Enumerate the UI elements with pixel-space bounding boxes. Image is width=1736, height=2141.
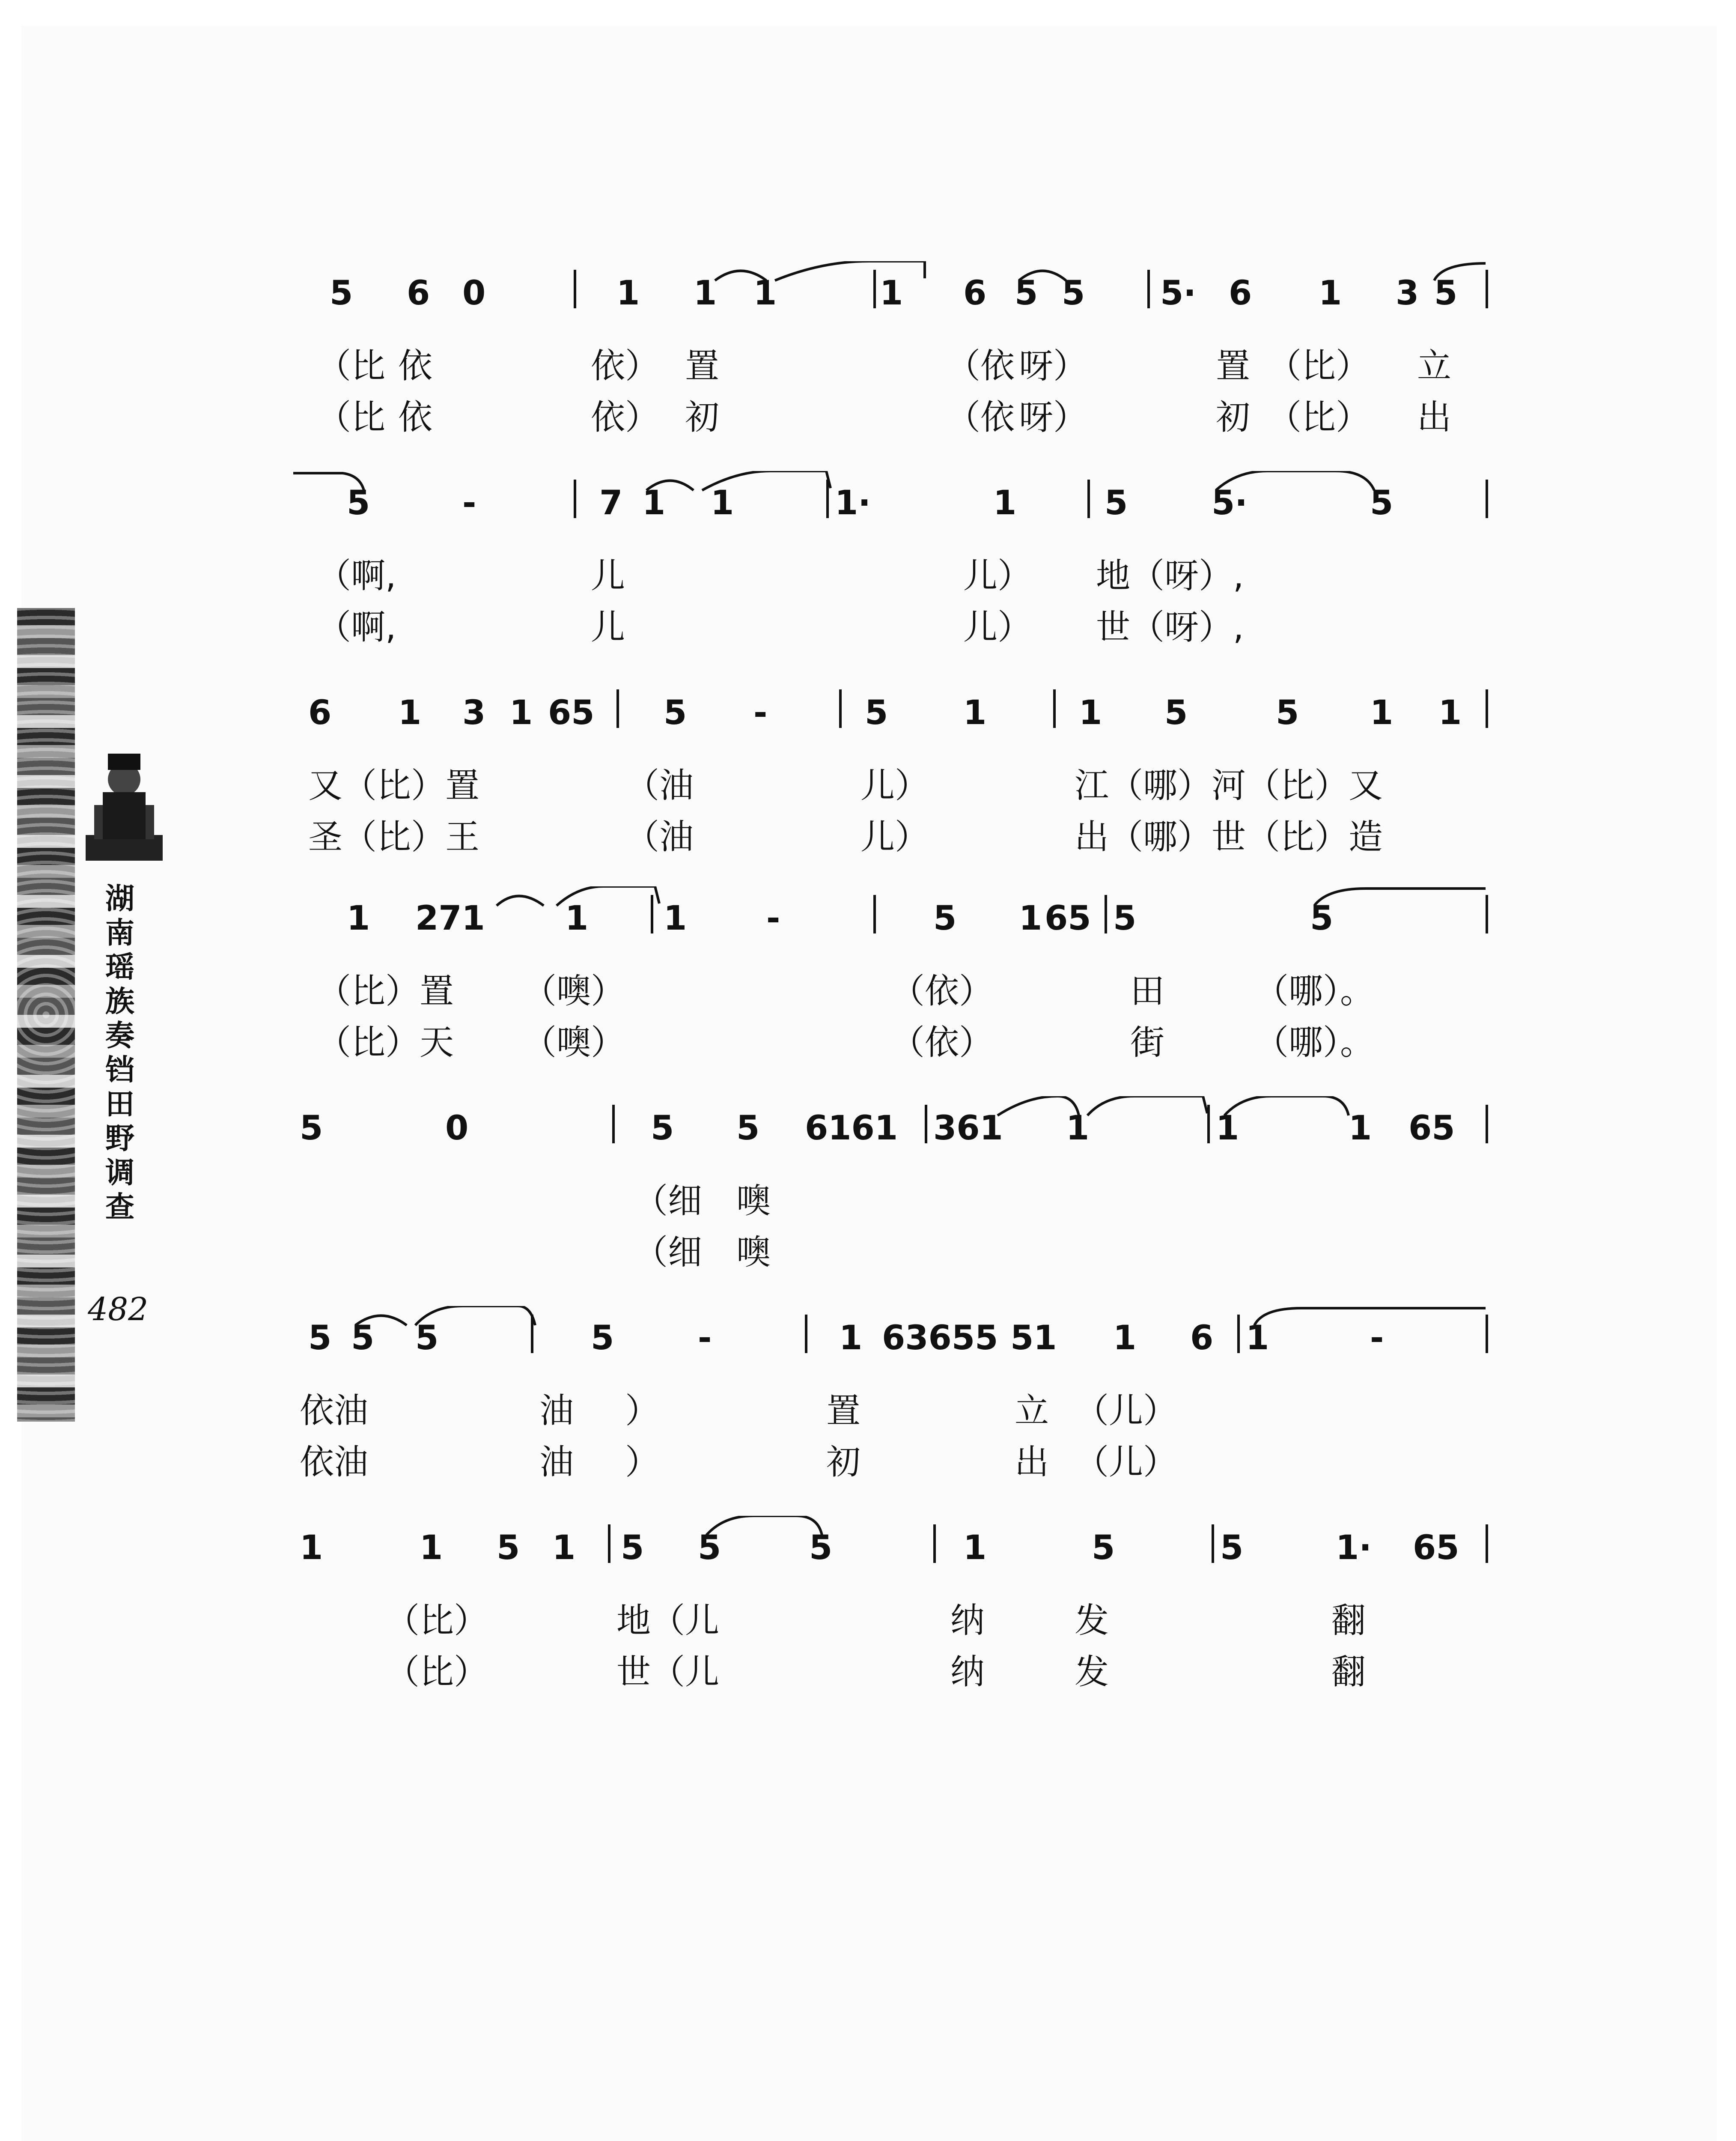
note: 1 (552, 1529, 576, 1567)
lyric: （噢） (522, 1023, 625, 1062)
note: 1· (1336, 1529, 1372, 1567)
note: 65 (1413, 1529, 1459, 1567)
lyric: （儿） (1075, 1391, 1177, 1431)
lyric: （细 (634, 1232, 702, 1272)
note: 1 (509, 694, 533, 732)
bar-line (1087, 480, 1090, 518)
lyric: （比） (1267, 397, 1370, 437)
lyric: 儿） (861, 817, 929, 857)
lyric: （依） (890, 971, 993, 1011)
lyric: 世（儿 (616, 1652, 719, 1692)
lyric: （哪）。 (1254, 971, 1374, 1011)
slur (642, 471, 839, 492)
note: 5· (1160, 274, 1196, 313)
note: - (1370, 1319, 1384, 1357)
note: 1 (1370, 694, 1394, 732)
lyric-line-2 (291, 809, 1490, 856)
note: 5 (1310, 899, 1334, 938)
lyric: 噢 (736, 1232, 771, 1272)
note: 5 (651, 1109, 674, 1148)
note: 1 (753, 274, 777, 313)
note: 5 (865, 694, 888, 732)
lyric-line-1 (291, 1383, 1490, 1430)
bar-line (1237, 1315, 1240, 1353)
bar-line (1486, 689, 1488, 728)
lyric: 置 (685, 346, 719, 386)
lyric: 儿） (963, 607, 1032, 647)
lyric: 田 (1130, 971, 1164, 1011)
bar-line (1212, 1524, 1214, 1563)
note: 1 (1019, 899, 1042, 938)
note: 5 (664, 694, 687, 732)
lyric-line-2 (291, 390, 1490, 437)
lyric: （比）天 (317, 1023, 454, 1062)
lyric: （油 (625, 817, 694, 857)
note: 5 (330, 274, 353, 313)
lyric: 初 (826, 1442, 861, 1482)
note: - (753, 694, 768, 732)
note: 1 (711, 484, 734, 522)
lyric: （哪）。 (1254, 1023, 1374, 1062)
note: 1 (694, 274, 717, 313)
note: 1 (1246, 1319, 1269, 1357)
lyric: 出 (1417, 397, 1451, 437)
slur (1212, 471, 1383, 492)
slur (351, 1306, 599, 1327)
lyric: （儿） (1075, 1442, 1177, 1482)
bar-line (608, 1524, 610, 1563)
note: 6 (963, 274, 987, 313)
note: 1 (1216, 1109, 1239, 1148)
lyric: （油 (625, 766, 694, 805)
lyric: 儿） (861, 766, 929, 805)
note: 0 (445, 1109, 469, 1148)
note: 6161 (805, 1109, 898, 1148)
slur (1250, 1306, 1490, 1327)
note: 5 (497, 1529, 520, 1567)
lyric: ） (625, 1391, 659, 1431)
lyric: （依 (946, 346, 1015, 386)
note: 1 (420, 1529, 443, 1567)
lyric: 依 (398, 397, 432, 437)
note: 1 (347, 899, 370, 938)
bar-line (574, 270, 576, 308)
note: 5 (621, 1529, 644, 1567)
note: 1 (839, 1319, 863, 1357)
note: 1 (1079, 694, 1102, 732)
lyric: 出 (1015, 1442, 1049, 1482)
lyric: （比） (1267, 346, 1370, 386)
lyric: （啊, (317, 556, 396, 596)
lyric: （细 (634, 1181, 702, 1221)
note: 5 (1276, 694, 1299, 732)
notes-row (291, 1520, 1490, 1580)
lyric-line-1 (291, 1593, 1490, 1640)
note: - (698, 1319, 712, 1357)
note: 5· (1212, 484, 1248, 522)
lyric: 出（哪）世（比）造 (1075, 817, 1383, 857)
lyric: 置 (826, 1391, 861, 1431)
lyric: （依 (946, 397, 1015, 437)
lyric: 翻 (1331, 1601, 1366, 1640)
bar-line (873, 895, 876, 933)
lyric: （依） (890, 1023, 993, 1062)
note: 1 (1319, 274, 1342, 313)
lyric: 圣（比）王 (308, 817, 479, 857)
note: 5 (347, 484, 370, 522)
note: 1 (1066, 1109, 1090, 1148)
note: 1 (616, 274, 640, 313)
lyric: （啊, (317, 607, 396, 647)
lyric: 立 (1015, 1391, 1049, 1431)
note: 1 (880, 274, 903, 313)
lyric: 依） (591, 346, 659, 386)
note: 1 (993, 484, 1017, 522)
seated-figure-illustration (77, 741, 171, 865)
note: 1 (398, 694, 422, 732)
lyric: 油 (539, 1391, 574, 1431)
note: - (766, 899, 780, 938)
note: 5 (308, 1319, 332, 1357)
lyric: 翻 (1331, 1652, 1366, 1692)
note: 5 (1062, 274, 1085, 313)
note: 51 (1010, 1319, 1057, 1357)
note: 5 (1113, 899, 1137, 938)
lyric: 置 (1216, 346, 1250, 386)
lyric: 江（哪）河（比）又 (1075, 766, 1383, 805)
note: 7 (599, 484, 623, 522)
note: 5 (300, 1109, 323, 1148)
lyric-line-1 (291, 963, 1490, 1011)
lyric: （比） (385, 1652, 488, 1692)
page-number: 482 (88, 1291, 149, 1328)
bar-line (839, 689, 842, 728)
lyric-line-1 (291, 338, 1490, 385)
note: 5 (1092, 1529, 1115, 1567)
note: 3 (1396, 274, 1419, 313)
lyric: 油 (539, 1442, 574, 1482)
lyric: 发 (1075, 1652, 1109, 1692)
note: 1· (835, 484, 871, 522)
slur (1310, 886, 1490, 908)
lyric: 噢 (736, 1181, 771, 1221)
slur (1015, 261, 1075, 283)
note: 5 (1370, 484, 1394, 522)
note: 65 (1045, 899, 1091, 938)
bar-line (1486, 1524, 1488, 1563)
lyric: 依油 (300, 1442, 368, 1482)
lyric-line-1 (291, 758, 1490, 805)
note: 271 (415, 899, 485, 938)
lyric: 儿 (591, 556, 625, 596)
lyric: （比 (317, 397, 385, 437)
note: 1 (664, 899, 687, 938)
note: 65 (1408, 1109, 1455, 1148)
lyric: （比）置 (317, 971, 454, 1011)
note: 5 (698, 1529, 721, 1567)
lyric: 依油 (300, 1391, 368, 1431)
lyric: 呀） (1019, 346, 1087, 386)
note: 6 (308, 694, 332, 732)
slur (993, 1096, 1216, 1118)
lyric-line-2 (291, 1015, 1490, 1062)
note: 1 (1349, 1109, 1372, 1148)
note: 63655 (882, 1319, 998, 1357)
note: 1 (642, 484, 666, 522)
slur (1430, 261, 1490, 283)
slur (492, 886, 672, 908)
lyric: 世（呀）, (1096, 607, 1244, 647)
slur (702, 1516, 831, 1537)
notes-row (291, 685, 1490, 745)
bar-line (1486, 1105, 1488, 1143)
note: 5 (933, 899, 957, 938)
lyric: 立 (1417, 346, 1451, 386)
bar-line (933, 1524, 936, 1563)
lyric-line-1 (291, 548, 1490, 595)
note: 0 (462, 274, 486, 313)
lyric: （比） (385, 1601, 488, 1640)
lyric: 初 (685, 397, 719, 437)
lyric-line-2 (291, 1434, 1490, 1482)
lyric: 依） (591, 397, 659, 437)
lyric: 纳 (950, 1652, 985, 1692)
lyric: 发 (1075, 1601, 1109, 1640)
note: 5 (1015, 274, 1038, 313)
lyric: （噢） (522, 971, 625, 1011)
note: 361 (933, 1109, 1003, 1148)
lyric: 儿 (591, 607, 625, 647)
note: 1 (963, 1529, 987, 1567)
note: 5 (736, 1109, 760, 1148)
bar-line (1053, 689, 1056, 728)
book-title-vertical: 湖南瑶族奏铛田野调查 (105, 882, 134, 1224)
bar-line (1486, 480, 1488, 518)
lyric-line-2 (291, 1225, 1490, 1272)
lyric-line-2 (291, 599, 1490, 647)
lyric: （比 (317, 346, 385, 386)
note: 6 (1229, 274, 1252, 313)
note: 5 (1220, 1529, 1244, 1567)
bar-line (612, 1105, 615, 1143)
note: 5 (591, 1319, 614, 1357)
note: 1 (1438, 694, 1462, 732)
lyric: 地（儿 (616, 1601, 719, 1640)
slur (291, 471, 368, 492)
lyric: 儿） (963, 556, 1032, 596)
note: 6 (1190, 1319, 1214, 1357)
slur (1220, 1096, 1357, 1118)
note: 5 (1434, 274, 1458, 313)
lyric: 地（呀）, (1096, 556, 1244, 596)
lyric: ） (625, 1442, 659, 1482)
note: 6 (407, 274, 430, 313)
note: - (462, 484, 476, 522)
bar-line (1147, 270, 1150, 308)
bar-line (1105, 895, 1107, 933)
note: 1 (565, 899, 589, 938)
lyric-line-2 (291, 1644, 1490, 1691)
note: 1 (963, 694, 987, 732)
note: 5 (1105, 484, 1128, 522)
note: 65 (548, 694, 595, 732)
bar-line (574, 480, 576, 518)
note: 5 (809, 1529, 833, 1567)
slur (711, 261, 933, 283)
lyric: 街 (1130, 1023, 1164, 1062)
lyric: 依 (398, 346, 432, 386)
lyric: 初 (1216, 397, 1250, 437)
note: 5 (1164, 694, 1188, 732)
decorative-border (17, 608, 75, 1422)
lyric: 呀） (1019, 397, 1087, 437)
bar-line (805, 1315, 807, 1353)
note: 1 (300, 1529, 323, 1567)
note: 5 (415, 1319, 439, 1357)
note: 5 (351, 1319, 375, 1357)
lyric: 纳 (950, 1601, 985, 1640)
bar-line (616, 689, 619, 728)
note: 1 (1113, 1319, 1137, 1357)
lyric: 又（比）置 (308, 766, 479, 805)
note: 3 (462, 694, 486, 732)
lyric-line-1 (291, 1173, 1490, 1220)
bar-line (925, 1105, 927, 1143)
